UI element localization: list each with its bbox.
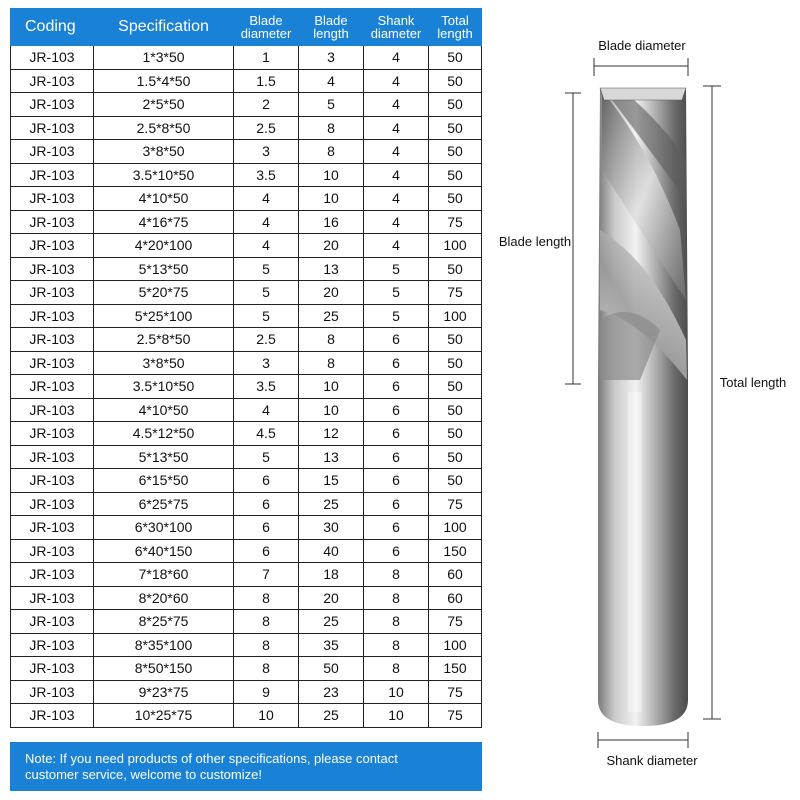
table-row: [11, 375, 482, 399]
cell-coding: JR-103: [11, 116, 94, 140]
table-row: [11, 351, 482, 375]
cell-coding: JR-103: [11, 633, 94, 657]
table-row: [11, 140, 482, 164]
shank-diameter-label: Shank diameter: [606, 753, 698, 768]
cell-blade-diameter: 2.5: [234, 116, 299, 140]
cell-blade-length: 20: [299, 234, 364, 258]
cell-specification: 6*30*100: [94, 516, 234, 540]
cell-total-length: 75: [429, 680, 482, 704]
table-row: [11, 469, 482, 493]
cell-specification: 4*10*50: [94, 398, 234, 422]
cell-specification: 6*40*150: [94, 539, 234, 563]
table-row: [11, 210, 482, 234]
cell-shank-diameter: 4: [364, 46, 429, 70]
cell-shank-diameter: 5: [364, 257, 429, 281]
cell-coding: JR-103: [11, 492, 94, 516]
header-shank-diameter: Shank diameter: [364, 9, 429, 46]
cell-blade-length: 12: [299, 422, 364, 446]
cell-coding: JR-103: [11, 586, 94, 610]
cell-coding: JR-103: [11, 257, 94, 281]
specification-table: [10, 8, 482, 728]
table-row: [11, 680, 482, 704]
cell-specification: 7*18*60: [94, 563, 234, 587]
cell-specification: 3.5*10*50: [94, 163, 234, 187]
cell-blade-diameter: 8: [234, 610, 299, 634]
cell-blade-diameter: 7: [234, 563, 299, 587]
cell-blade-diameter: 3: [234, 351, 299, 375]
cell-specification: 2.5*8*50: [94, 116, 234, 140]
cell-blade-diameter: 6: [234, 516, 299, 540]
blade-diameter-dimension-line: [594, 58, 688, 76]
table-row: [11, 539, 482, 563]
cell-total-length: 100: [429, 516, 482, 540]
cell-shank-diameter: 8: [364, 633, 429, 657]
cell-total-length: 50: [429, 422, 482, 446]
cell-blade-diameter: 8: [234, 657, 299, 681]
cell-shank-diameter: 6: [364, 516, 429, 540]
cell-blade-length: 10: [299, 375, 364, 399]
table-row: [11, 93, 482, 117]
cell-coding: JR-103: [11, 445, 94, 469]
cell-coding: JR-103: [11, 46, 94, 70]
cell-coding: JR-103: [11, 680, 94, 704]
cell-blade-diameter: 1.5: [234, 69, 299, 93]
cell-shank-diameter: 4: [364, 93, 429, 117]
cell-blade-length: 16: [299, 210, 364, 234]
cell-specification: 4.5*12*50: [94, 422, 234, 446]
cell-blade-diameter: 5: [234, 281, 299, 305]
cell-total-length: 50: [429, 140, 482, 164]
cell-shank-diameter: 10: [364, 704, 429, 728]
cell-specification: 6*15*50: [94, 469, 234, 493]
cell-blade-length: 4: [299, 69, 364, 93]
cell-total-length: 150: [429, 657, 482, 681]
table-row: [11, 610, 482, 634]
cell-blade-diameter: 4: [234, 234, 299, 258]
cell-blade-length: 8: [299, 140, 364, 164]
table-row: [11, 422, 482, 446]
cell-blade-length: 10: [299, 163, 364, 187]
cell-specification: 9*23*75: [94, 680, 234, 704]
cell-shank-diameter: 4: [364, 69, 429, 93]
cell-total-length: 50: [429, 398, 482, 422]
cell-blade-diameter: 3: [234, 140, 299, 164]
cell-shank-diameter: 8: [364, 657, 429, 681]
table-row: [11, 46, 482, 70]
cell-shank-diameter: 8: [364, 610, 429, 634]
header-blade-length: Blade length: [299, 9, 364, 46]
cell-total-length: 50: [429, 375, 482, 399]
cell-specification: 3.5*10*50: [94, 375, 234, 399]
cell-coding: JR-103: [11, 93, 94, 117]
cell-specification: 1*3*50: [94, 46, 234, 70]
cell-shank-diameter: 6: [364, 492, 429, 516]
cell-blade-diameter: 6: [234, 539, 299, 563]
table-row: [11, 69, 482, 93]
cell-blade-length: 25: [299, 492, 364, 516]
cell-coding: JR-103: [11, 704, 94, 728]
cell-coding: JR-103: [11, 516, 94, 540]
cell-specification: 4*16*75: [94, 210, 234, 234]
header-total-length: Total length: [429, 9, 482, 46]
table-row: [11, 304, 482, 328]
cell-shank-diameter: 6: [364, 375, 429, 399]
cell-blade-length: 15: [299, 469, 364, 493]
note-line-1: Note: If you need products of other specifications, please contact: [25, 751, 398, 766]
blade-length-label: Blade length: [498, 234, 572, 249]
cell-total-length: 50: [429, 257, 482, 281]
cell-blade-length: 13: [299, 445, 364, 469]
cell-coding: JR-103: [11, 69, 94, 93]
table-row: [11, 398, 482, 422]
cell-total-length: 75: [429, 492, 482, 516]
cell-specification: 5*13*50: [94, 257, 234, 281]
total-length-label: Total length: [719, 375, 787, 390]
cell-shank-diameter: 5: [364, 281, 429, 305]
cell-coding: JR-103: [11, 328, 94, 352]
cell-specification: 8*50*150: [94, 657, 234, 681]
cell-blade-diameter: 8: [234, 586, 299, 610]
cell-blade-diameter: 9: [234, 680, 299, 704]
cell-coding: JR-103: [11, 610, 94, 634]
table-row: [11, 586, 482, 610]
cell-coding: JR-103: [11, 375, 94, 399]
table-row: [11, 328, 482, 352]
cell-blade-diameter: 2.5: [234, 328, 299, 352]
cell-blade-length: 20: [299, 281, 364, 305]
cell-shank-diameter: 4: [364, 163, 429, 187]
cell-specification: 8*35*100: [94, 633, 234, 657]
cell-shank-diameter: 4: [364, 116, 429, 140]
cell-specification: 10*25*75: [94, 704, 234, 728]
table-row: [11, 516, 482, 540]
cell-total-length: 100: [429, 234, 482, 258]
cell-total-length: 50: [429, 69, 482, 93]
table-row: [11, 657, 482, 681]
cell-blade-length: 25: [299, 610, 364, 634]
cell-total-length: 75: [429, 281, 482, 305]
cell-shank-diameter: 6: [364, 328, 429, 352]
cell-total-length: 50: [429, 469, 482, 493]
cell-total-length: 50: [429, 46, 482, 70]
table-body: [11, 46, 482, 728]
cell-shank-diameter: 6: [364, 351, 429, 375]
cell-blade-length: 8: [299, 116, 364, 140]
cell-blade-diameter: 10: [234, 704, 299, 728]
cell-total-length: 50: [429, 93, 482, 117]
cell-blade-length: 18: [299, 563, 364, 587]
cell-blade-length: 25: [299, 704, 364, 728]
cell-coding: JR-103: [11, 563, 94, 587]
cell-blade-diameter: 2: [234, 93, 299, 117]
cell-coding: JR-103: [11, 234, 94, 258]
cell-blade-length: 5: [299, 93, 364, 117]
cell-shank-diameter: 6: [364, 398, 429, 422]
cell-specification: 5*13*50: [94, 445, 234, 469]
cell-total-length: 50: [429, 351, 482, 375]
cell-blade-length: 23: [299, 680, 364, 704]
cell-shank-diameter: 5: [364, 304, 429, 328]
cell-specification: 1.5*4*50: [94, 69, 234, 93]
cell-specification: 4*10*50: [94, 187, 234, 211]
cell-shank-diameter: 4: [364, 187, 429, 211]
cell-specification: 3*8*50: [94, 351, 234, 375]
note-line-2: customer service, welcome to customize!: [25, 767, 262, 782]
cell-blade-length: 20: [299, 586, 364, 610]
table-row: [11, 257, 482, 281]
cell-blade-length: 3: [299, 46, 364, 70]
cell-total-length: 150: [429, 539, 482, 563]
cell-total-length: 100: [429, 633, 482, 657]
cell-blade-diameter: 5: [234, 304, 299, 328]
cell-shank-diameter: 6: [364, 422, 429, 446]
cell-coding: JR-103: [11, 657, 94, 681]
cell-coding: JR-103: [11, 187, 94, 211]
table-row: [11, 116, 482, 140]
cell-total-length: 50: [429, 187, 482, 211]
cell-specification: 3*8*50: [94, 140, 234, 164]
table-row: [11, 633, 482, 657]
cell-coding: JR-103: [11, 469, 94, 493]
table-row: [11, 234, 482, 258]
cell-blade-length: 40: [299, 539, 364, 563]
cell-coding: JR-103: [11, 398, 94, 422]
cell-total-length: 50: [429, 445, 482, 469]
table-row: [11, 163, 482, 187]
header-blade-diameter: Blade diameter: [234, 9, 299, 46]
cell-blade-length: 50: [299, 657, 364, 681]
table-row: [11, 492, 482, 516]
total-length-dimension-line: [703, 86, 721, 719]
cell-total-length: 75: [429, 610, 482, 634]
cell-blade-diameter: 5: [234, 257, 299, 281]
cell-blade-diameter: 3.5: [234, 163, 299, 187]
cell-blade-length: 13: [299, 257, 364, 281]
cell-blade-length: 35: [299, 633, 364, 657]
table-row: [11, 445, 482, 469]
cell-blade-diameter: 1: [234, 46, 299, 70]
cell-blade-diameter: 4: [234, 210, 299, 234]
cell-shank-diameter: 8: [364, 563, 429, 587]
cell-shank-diameter: 4: [364, 234, 429, 258]
cell-total-length: 50: [429, 328, 482, 352]
cell-specification: 6*25*75: [94, 492, 234, 516]
cell-total-length: 75: [429, 704, 482, 728]
table-row: [11, 281, 482, 305]
cell-coding: JR-103: [11, 163, 94, 187]
cell-blade-diameter: 8: [234, 633, 299, 657]
cell-coding: JR-103: [11, 422, 94, 446]
cell-specification: 8*25*75: [94, 610, 234, 634]
header-specification: Specification: [94, 9, 234, 46]
cell-blade-length: 10: [299, 187, 364, 211]
cell-shank-diameter: 8: [364, 586, 429, 610]
cell-coding: JR-103: [11, 281, 94, 305]
cell-total-length: 50: [429, 163, 482, 187]
table-row: [11, 704, 482, 728]
cell-shank-diameter: 4: [364, 210, 429, 234]
cell-specification: 5*20*75: [94, 281, 234, 305]
cell-total-length: 100: [429, 304, 482, 328]
table-header-row: [11, 9, 482, 46]
cell-blade-diameter: 4: [234, 398, 299, 422]
end-mill-diagram: [490, 0, 800, 800]
cell-blade-length: 10: [299, 398, 364, 422]
cell-coding: JR-103: [11, 210, 94, 234]
cell-blade-diameter: 5: [234, 445, 299, 469]
cell-blade-length: 25: [299, 304, 364, 328]
cell-specification: 5*25*100: [94, 304, 234, 328]
cell-specification: 8*20*60: [94, 586, 234, 610]
blade-diameter-label: Blade diameter: [598, 38, 686, 53]
cell-specification: 2*5*50: [94, 93, 234, 117]
note-banner: [10, 742, 482, 791]
cell-shank-diameter: 6: [364, 539, 429, 563]
cell-blade-diameter: 6: [234, 492, 299, 516]
cell-specification: 4*20*100: [94, 234, 234, 258]
cell-shank-diameter: 6: [364, 469, 429, 493]
cell-total-length: 60: [429, 563, 482, 587]
table-row: [11, 563, 482, 587]
shank-diameter-dimension-line: [598, 732, 688, 748]
cell-total-length: 60: [429, 586, 482, 610]
cell-coding: JR-103: [11, 304, 94, 328]
cell-coding: JR-103: [11, 539, 94, 563]
cell-blade-diameter: 4: [234, 187, 299, 211]
cell-specification: 2.5*8*50: [94, 328, 234, 352]
header-coding: Coding: [11, 9, 94, 46]
cell-blade-diameter: 3.5: [234, 375, 299, 399]
end-mill-tool-image: [598, 88, 688, 726]
cell-shank-diameter: 4: [364, 140, 429, 164]
cell-shank-diameter: 10: [364, 680, 429, 704]
cell-blade-length: 8: [299, 351, 364, 375]
cell-total-length: 75: [429, 210, 482, 234]
cell-total-length: 50: [429, 116, 482, 140]
cell-shank-diameter: 6: [364, 445, 429, 469]
cell-blade-diameter: 6: [234, 469, 299, 493]
cell-blade-length: 30: [299, 516, 364, 540]
cell-coding: JR-103: [11, 351, 94, 375]
cell-blade-length: 8: [299, 328, 364, 352]
table-row: [11, 187, 482, 211]
cell-blade-diameter: 4.5: [234, 422, 299, 446]
cell-coding: JR-103: [11, 140, 94, 164]
